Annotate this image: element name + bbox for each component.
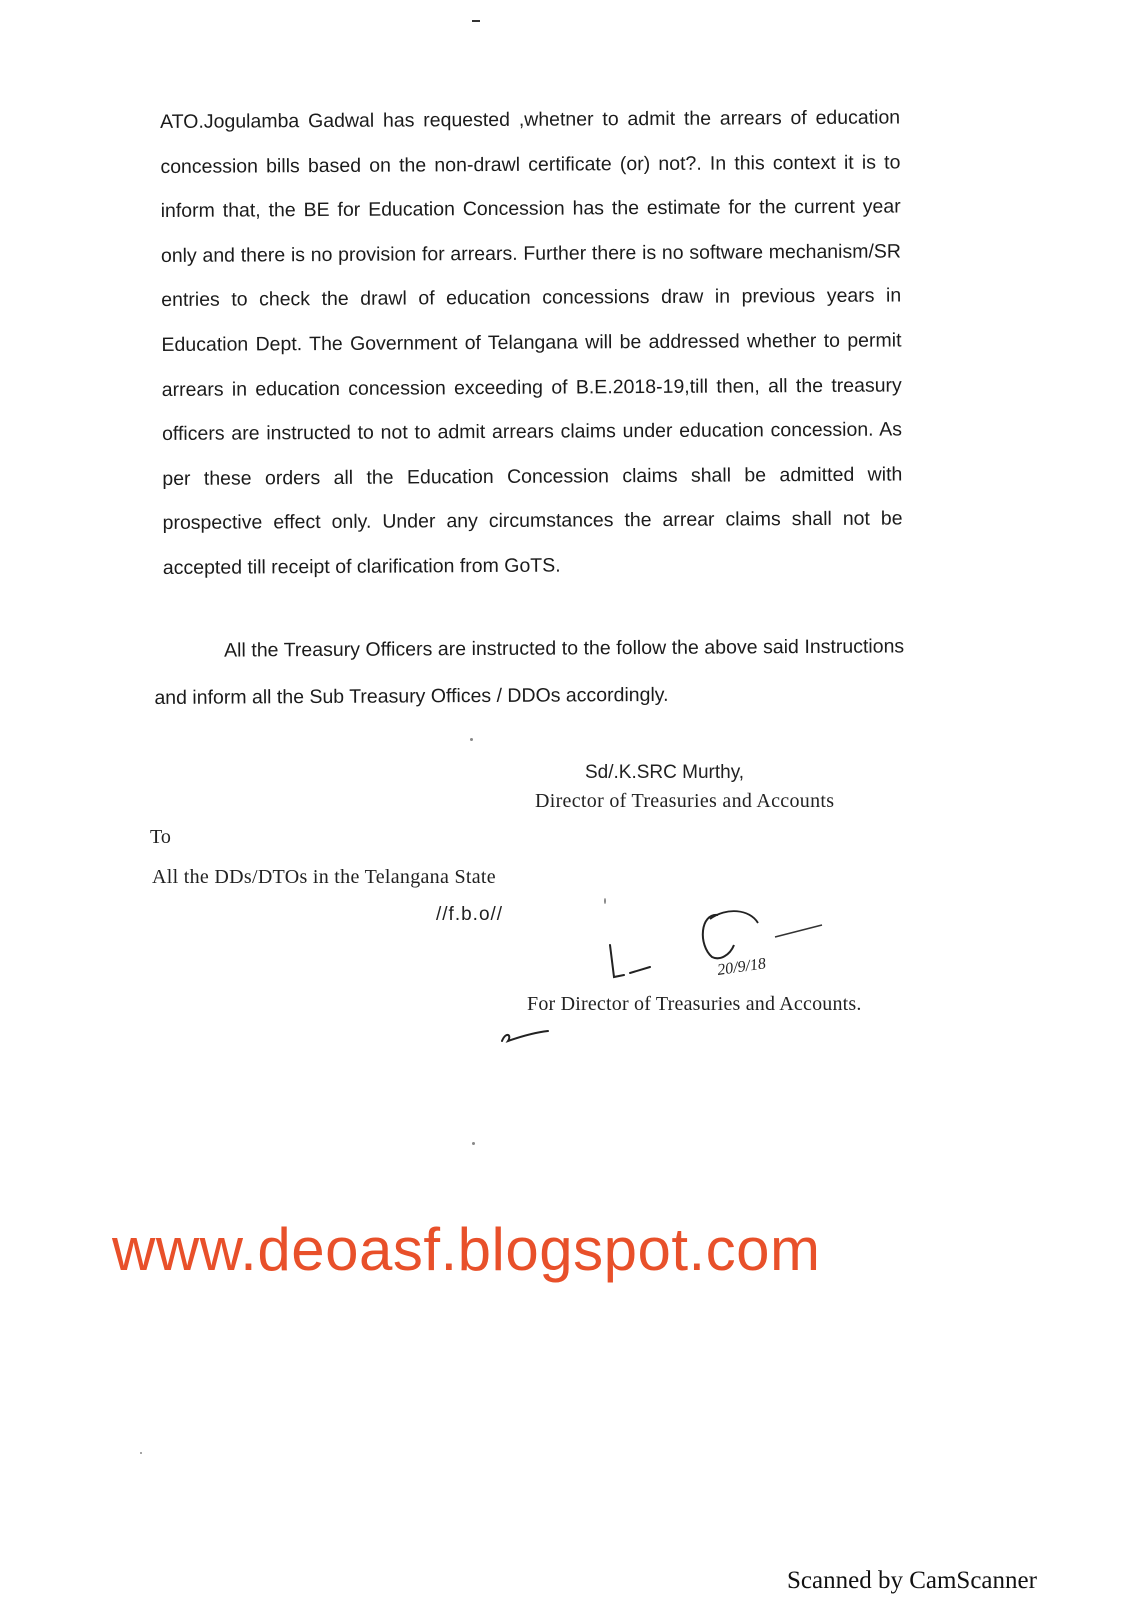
scan-speck [604, 898, 606, 904]
scan-speck [470, 738, 473, 741]
addressee: All the DDs/DTOs in the Telangana State [152, 866, 496, 888]
signatory-name: Sd/.K.SRC Murthy, [585, 762, 745, 783]
signatory-title: Director of Treasuries and Accounts [535, 790, 835, 812]
to-label: To [150, 826, 171, 848]
scanner-credit: Scanned by CamScanner [787, 1567, 1037, 1594]
body-paragraph-2: All the Treasury Officers are instructed to the follow the above said Instructions and inform all the Sub Treasury Offices / DDOs accordingly. [154, 635, 905, 709]
scan-speck [472, 1142, 475, 1145]
body-paragraph-1: ATO.Jogulamba Gadwal has requested ,whetner to admit the arrears of education concession bills based on the non-drawl certificate (or) not?. In this context it is to inform that, the BE for Education Concession has the estimate for the current year only and there is no provision for arrears. Further there is no software mechanism/SR entries to check the drawl of education concessions draw in previous years in Education Dept. The Government of Telangana will be addressed whether to permit arrears in education concession exceeding of B.E.2018-19,till then, all the treasury officers are instructed to not to admit arrears claims under education concession. As per these orders all the Education Concession claims shall be admitted with prospective effect only. Under any circumstances the arrear claims shall not be accepted till receipt of clarification from GoTS. [160, 106, 903, 579]
forwarded-by-mark: //f.b.o// [436, 904, 504, 925]
scan-speck [140, 1452, 142, 1454]
handwritten-initial-mark [500, 1025, 560, 1049]
handwritten-signature [600, 905, 830, 995]
scan-mark [472, 20, 480, 22]
for-director: For Director of Treasuries and Accounts. [527, 993, 862, 1015]
handwritten-date: 20/9/18 [716, 955, 767, 979]
blog-watermark: www.deoasf.blogspot.com [112, 1216, 821, 1283]
